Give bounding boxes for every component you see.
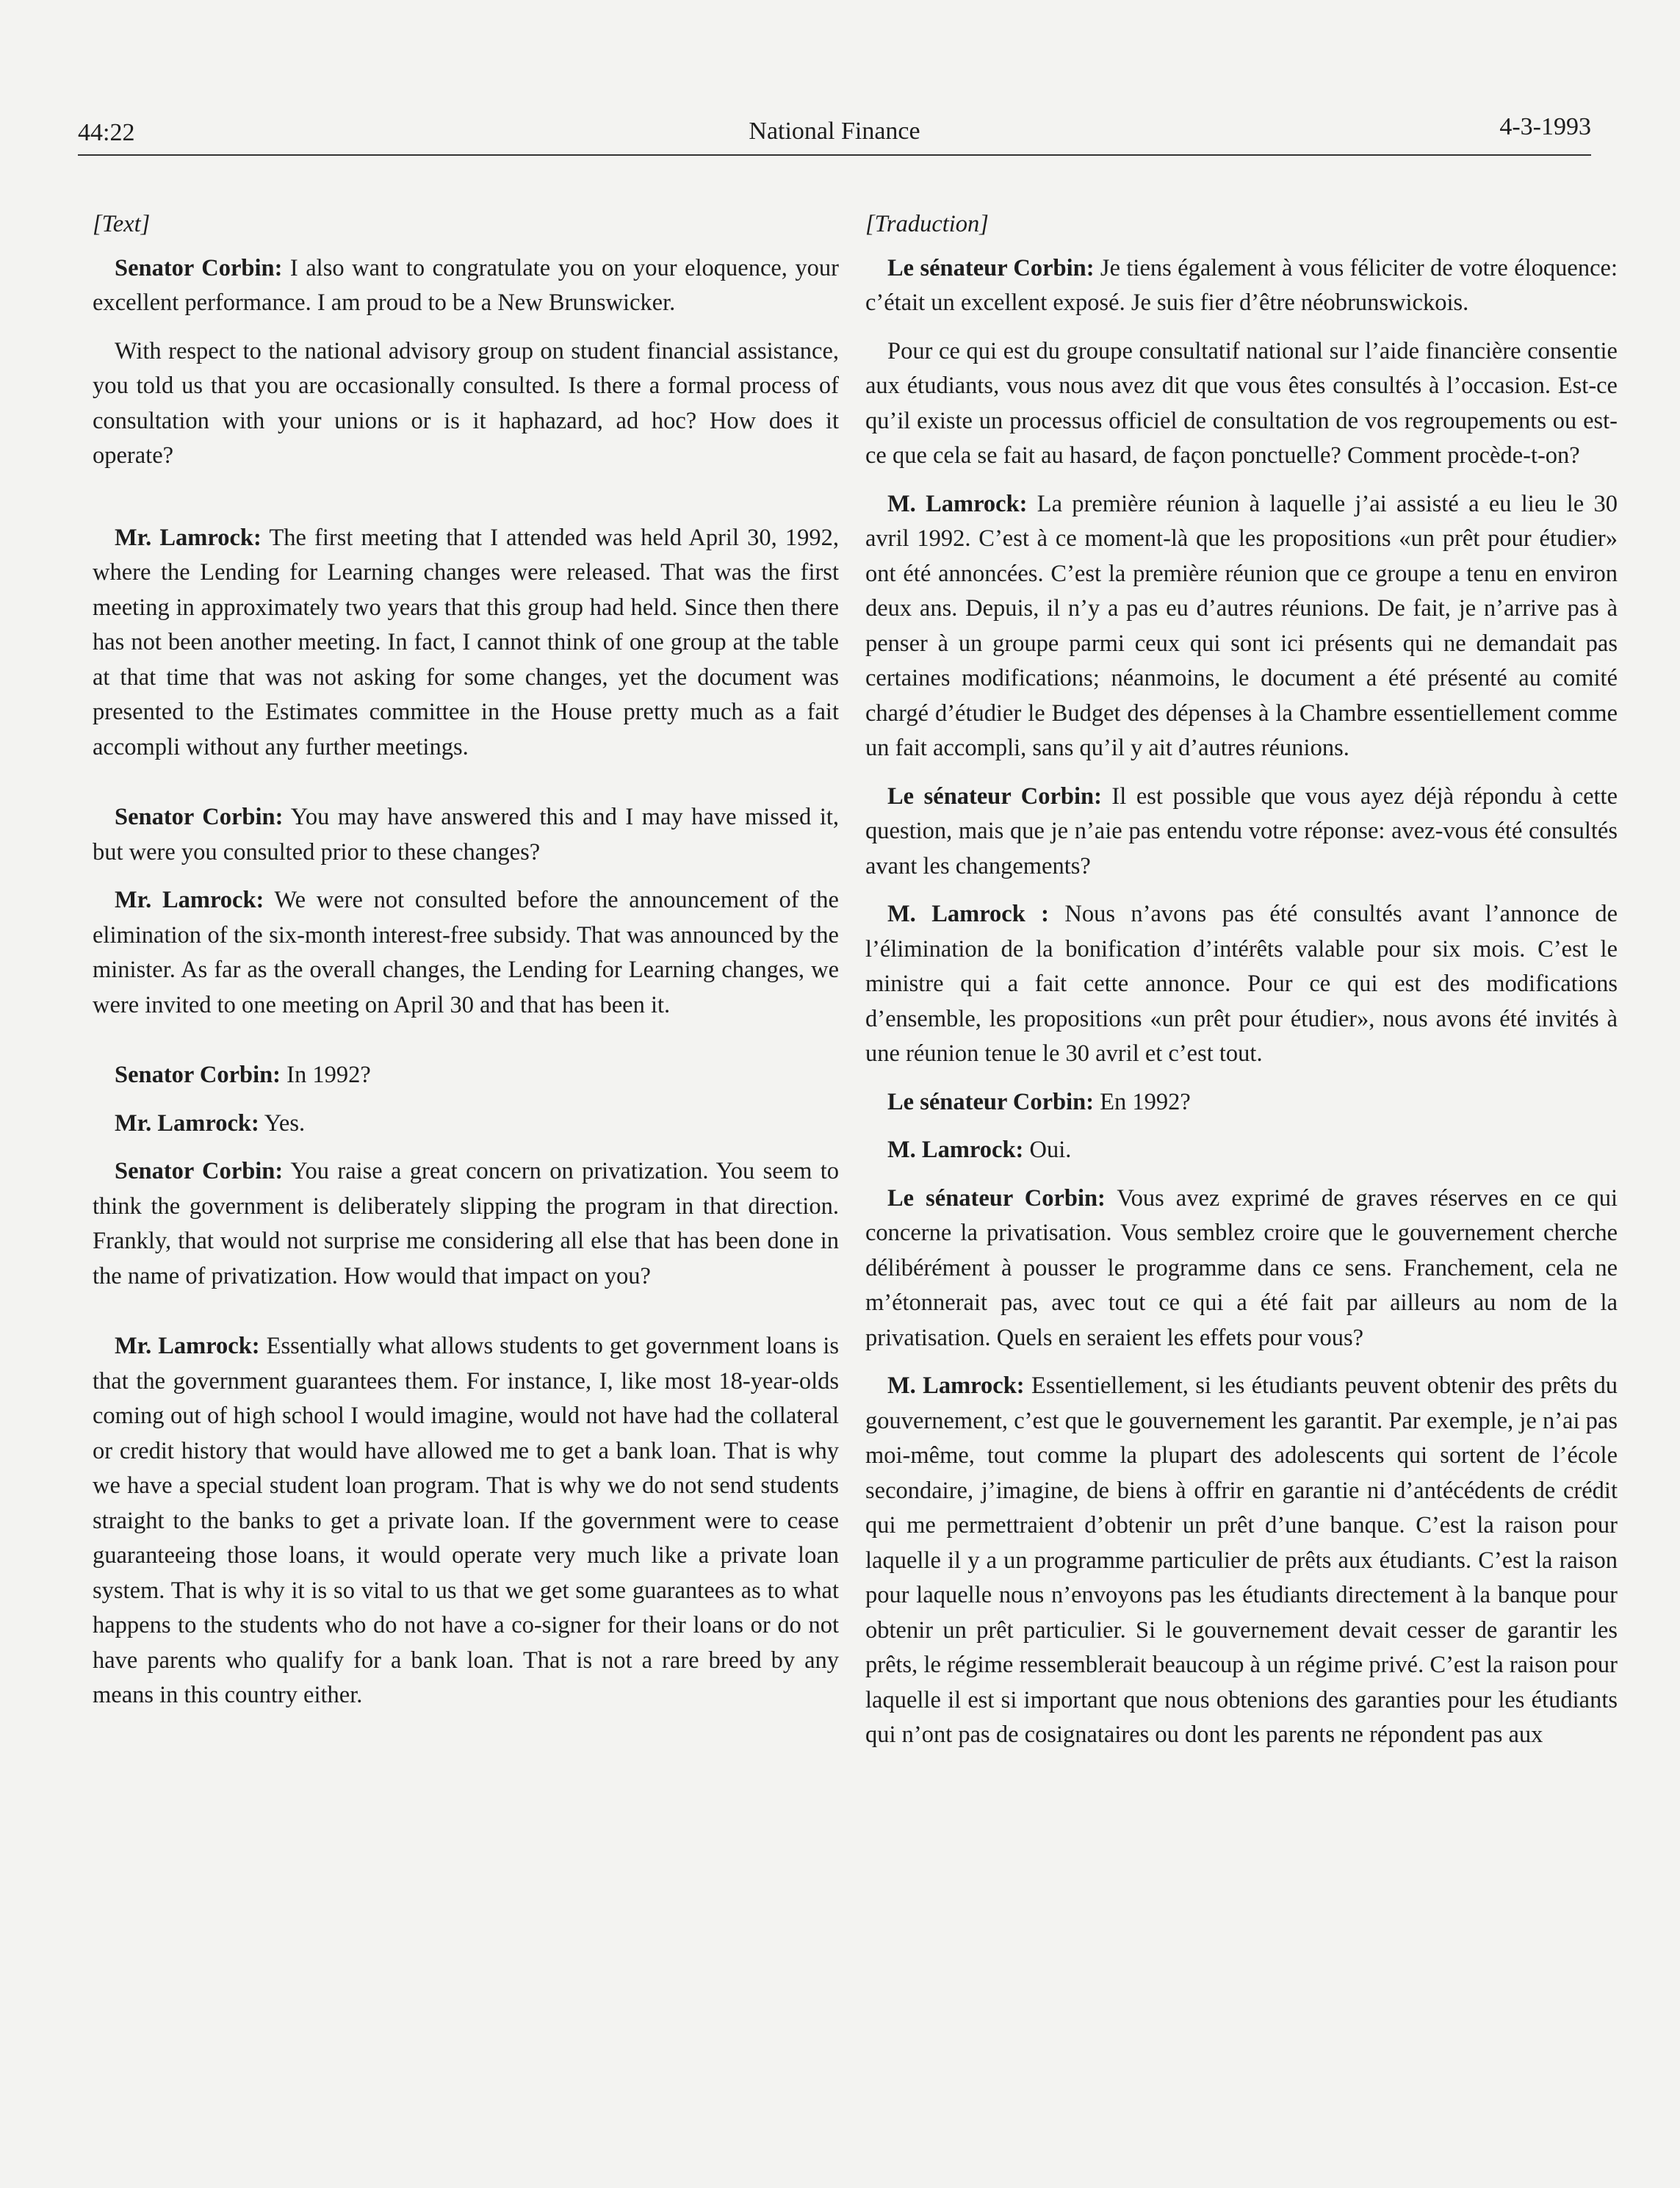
paragraph	[93, 521, 839, 766]
text-tag: [Text]	[93, 211, 151, 237]
paragraph	[93, 1154, 839, 1294]
paragraph-text: In 1992?	[281, 1062, 371, 1088]
text-tag: [Traduction]	[865, 211, 989, 237]
paragraph	[865, 251, 1618, 321]
paragraph	[93, 1058, 839, 1093]
speaker-name: Le sénateur Corbin:	[887, 1088, 1095, 1115]
paragraph	[865, 1369, 1618, 1753]
paragraph-text: You may have answered this and I may have missed it, but were you consulted prior to these changes?	[93, 804, 839, 866]
paragraph-text: La première réunion à laquelle j’ai assisté a eu lieu le 30 avril 1992. C’est à ce moment-là que les propositions «un prêt pour étudier» ont été annoncées. C’est la première réunion que ce groupe a tenu en environ deux ans. Depuis, il n’y a pas eu d’autres réunions. De fait, je n’arrive pas à penser à un groupe parmi ceux qui sont ici présents qui ne demandait pas certaines modifications; néanmoins, le document a été présenté au comité chargé d’étudier le Budget des dépenses à la Chambre essentiellement comme un fait accompli, sans qu’il y ait d’autres réunions.	[865, 490, 1618, 761]
paragraph	[865, 1085, 1618, 1120]
paragraph	[865, 1133, 1618, 1168]
paragraph	[93, 1329, 839, 1713]
speaker-name: M. Lamrock:	[887, 1372, 1025, 1399]
paragraph-text: Yes.	[259, 1109, 306, 1137]
page-date: 4-3-1993	[1499, 113, 1591, 140]
paragraph-text: Il est possible que vous ayez déjà répondu à cette question, mais que je n’aie pas entendu votre réponse: avez-vous été consultés avant les changements?	[865, 782, 1618, 879]
paragraph-text: I also want to congratulate you on your eloquence, your excellent performance. I am proud to be a New Brunswicker.	[93, 254, 839, 316]
running-title: National Finance	[749, 118, 920, 145]
paragraph	[865, 780, 1618, 885]
paragraph-text: Essentially what allows students to get government loans is that the government guarantees them. For instance, I, like most 18-year-olds coming out of high school I would imagine, would not have had the collateral or credit history that would have allowed me to get a bank loan. That is why we have a special student loan program. That is why we do not send students straight to the banks to get a private loan. If the government were to cease guaranteeing those loans, it would operate very much like a private loan system. That is why it is so vital to us that we get some guarantees as to what happens to the students who do not have a co-signer for their loans or do not have parents who qualify for a bank loan. That is not a rare breed by any means in this country either.	[93, 1333, 839, 1708]
paragraph	[93, 334, 839, 474]
paragraph	[865, 897, 1618, 1072]
paragraph-text: We were not consulted before the announcement of the elimination of the six-month interest-free subsidy. That was announced by the minister. As far as the overall changes, the Lending for Learning changes, we were invited to one meeting on April 30 and that has been it.	[93, 887, 839, 1018]
speaker-name: M. Lamrock:	[887, 1137, 1024, 1163]
paragraph-text: The first meeting that I attended was held April 30, 1992, where the Lending for Learning changes were released. That was the first meeting in approximately two years that this group had held. Since then there has not been another meeting. In fact, I cannot think of one group at the table at that time that was not asking for some changes, yet the document was presented to the Estimates committee in the House pretty much as a fait accompli without any further meetings.	[93, 524, 839, 760]
speaker-name: Mr. Lamrock:	[115, 887, 264, 913]
speaker-name: Le sénateur Corbin:	[887, 1184, 1106, 1212]
paragraph	[93, 1106, 839, 1142]
paragraph-text: Je tiens également à vous féliciter de votre éloquence: c’était un excellent exposé. Je suis fier d’être néobrunswickois.	[865, 254, 1618, 316]
speaker-name: M. Lamrock :	[887, 901, 1049, 927]
speaker-name: Senator Corbin:	[115, 254, 283, 281]
speaker-name: Senator Corbin:	[115, 804, 284, 830]
paragraph	[93, 883, 839, 1023]
paragraph-text: Oui.	[1023, 1137, 1072, 1163]
speaker-name: Le sénateur Corbin:	[887, 782, 1102, 810]
paragraph	[865, 1181, 1618, 1356]
english-column	[93, 207, 839, 1727]
page-header	[78, 110, 1591, 156]
paragraph-text: En 1992?	[1094, 1088, 1191, 1115]
paragraph-text: Nous n’avons pas été consultés avant l’annonce de l’élimination de la bonification d’intérêts valable pour six mois. C’est le ministre qui a fait cette annonce. Pour ce qui est des modifications d’ensemble, les propositions «un prêt pour étudier», nous avons été invités à une réunion tenue le 30 avril et c’est tout.	[865, 901, 1618, 1067]
speaker-name: Le sénateur Corbin:	[887, 254, 1095, 281]
paragraph	[865, 334, 1618, 474]
speaker-name: Mr. Lamrock:	[115, 1333, 260, 1359]
paragraph	[93, 251, 839, 321]
speaker-name: Senator Corbin:	[115, 1062, 281, 1088]
speaker-name: Mr. Lamrock:	[115, 1109, 259, 1137]
paragraph	[93, 800, 839, 870]
french-column	[865, 207, 1618, 1766]
paragraph-text: With respect to the national advisory group on student financial assistance, you told us that you are occasionally consulted. Is there a formal process of consultation with your unions or is it haphazard, ad hoc? How does it operate?	[93, 337, 839, 469]
paragraph-text: Pour ce qui est du groupe consultatif national sur l’aide financière consentie aux étudiants, vous nous avez dit que vous êtes consultés à l’occasion. Est-ce qu’il existe un processus officiel de consultation de vos regroupements ou est-ce que cela se fait au hasard, de façon ponctuelle? Comment procède-t-on?	[865, 337, 1618, 469]
paragraph-text: You raise a great concern on privatization. You seem to think the government is deliberately slipping the program in that direction. Frankly, that would not surprise me considering all else that has been done in the name of privatization. How would that impact on you?	[93, 1158, 839, 1289]
speaker-name: M. Lamrock:	[887, 490, 1028, 517]
paragraph-text: Essentiellement, si les étudiants peuvent obtenir des prêts du gouvernement, c’est que le gouvernement les garantit. Par exemple, je n’ai pas moi-même, tout comme la plupart des adolescents qui sortent de l’école secondaire, j’imagine, de biens à offrir en garantie ni d’antécédents de crédit qui me permettraient d’obtenir un prêt d’une banque. C’est la raison pour laquelle il y a un programme particulier de prêts aux étudiants. C’est la raison pour laquelle nous n’envoyons pas les étudiants directement à la banque pour obtenir un prêt particulier. Si le gouvernement devait cesser de garantir les prêts, le régime ressemblerait beaucoup à un régime privé. C’est la raison pour laquelle il est si important que nous obtenions des garanties pour les étudiants qui n’ont pas de cosignataires ou dont les parents ne répondent pas aux	[865, 1372, 1618, 1748]
paragraph	[865, 487, 1618, 766]
page-number: 44:22	[78, 119, 135, 146]
speaker-name: Mr. Lamrock:	[115, 524, 262, 551]
paragraph-text: Vous avez exprimé de graves réserves en ce qui concerne la privatisation. Vous semblez croire que le gouvernement cherche délibérément à pousser le programme dans ce sens. Franchement, cela ne m’étonnerait pas, avec tout ce qui a été fait par ailleurs au nom de la privatisation. Quels en seraient les effets pour vous?	[865, 1184, 1618, 1351]
speaker-name: Senator Corbin:	[115, 1158, 284, 1184]
